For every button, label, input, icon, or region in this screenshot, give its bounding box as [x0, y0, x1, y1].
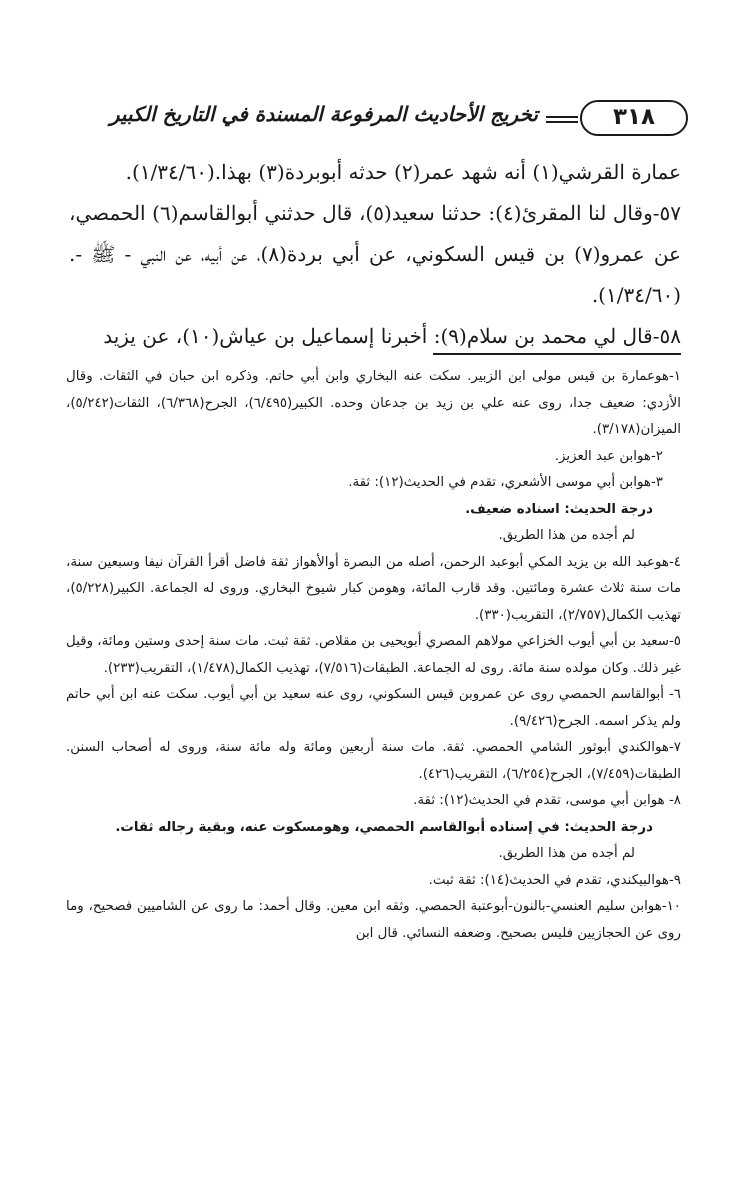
footnote-10: ١٠-هوابن سليم العنسي-بالنون-أبوعتبة الحمصي. وثقه ابن معين. وقال أحمد: ما روى عن الشاميين فصحيح، وما روى عن الحجازيين فليس بصحيح. وضعفه النسائي. قال ابن: [66, 899, 681, 941]
hadith-grade: درجة الحديث: في إسناده أبوالقاسم الحمصي، وهومسكوت عنه، وبقية رجاله ثقات.: [115, 819, 653, 835]
footnote-8: ٨- هوابن أبي موسى، تقدم في الحديث(١٢): ثقة.: [413, 793, 681, 808]
main-text: [69, 152, 681, 357]
footnote-separator: [433, 353, 681, 355]
footnote-1: ١-هوعمارة بن قيس مولى ابن الزبير. سكت عنه البخاري وابن أبي حاتم. وذكره ابن حبان في الثقات. وقال الأزدي: ضعيف جدا، روى عنه علي بن زيد بن جدعان وحده. الكبير(٦/٤٩٥)، الجرح(٦/٣٦٨)، الثقات(٥/٢٤٢)، الميزان(٣/١٧٨).: [66, 369, 681, 437]
page-number: ٣١٨: [580, 100, 688, 136]
footnote-5: ٥-سعيد بن أبي أيوب الخزاعي مولاهم المصري أبويحيى بن مقلاص. ثقة ثبت. مات سنة إحدى وستين ومائة، وقيل غير ذلك. وكان مولده سنة مائة. روى له الجماعة. الطبقات(٧/٥١٦)، تهذيب الكمال(١/٤٧٨)، التقريب(٢٣٣).: [66, 634, 681, 676]
footnote-9: ٩-هوالبيكندي، تقدم في الحديث(١٤): ثقة ثبت.: [428, 872, 681, 888]
footnote-2: ٢-هوابن عبد العزيز.: [554, 448, 663, 464]
book-title: تخريج الأحاديث المرفوعة المسندة في التاريخ الكبير: [109, 102, 538, 126]
footnote-6: ٦- أبوالقاسم الحمصي روى عن عمروبن قيس السكوني، روى عنه سعيد بن أبي أيوب. سكت عنه ابن أبي حاتم ولم يذكر اسمه. الجرح(٩/٤٢٦).: [66, 687, 681, 729]
hadith-58: ٥٨-قال لي محمد بن سلام(٩): أخبرنا إسماعيل بن عياش(١٠)، عن يزيد: [103, 324, 681, 348]
hadith-grade: درجة الحديث: اسناده ضعيف.: [465, 501, 653, 517]
footnote-7: ٧-هوالكندي أبوثور الشامي الحمصي. ثقة. مات سنة أربعين ومائة وله مائة سنة، وروى له أصحاب السنن. الطبقات(٧/٤٥٩)، الجرح(٦/٢٥٤)، التقريب(٤٢٦).: [66, 740, 681, 782]
header-divider: [546, 116, 578, 123]
footnotes: [66, 364, 681, 947]
footnote-4: ٤-هوعبد الله بن يزيد المكي أبوعبد الرحمن، أصله من البصرة أوالأهواز ثقة فاضل أقرأ القرآن نيفا وسبعين سنة، مات سنة ثلاث عشرة ومائتين. وقد قارب المائة، وهومن كبار شيوخ البخاري. وروى له الجماعة. الكبير(٥/٢٢٨)، تهذيب الكمال(٢/٧٥٧)، التقريب(٣٣٠).: [66, 554, 681, 623]
page-header: [68, 96, 688, 142]
hadith-57: ٥٧-وقال لنا المقرئ(٤): حدثنا سعيد(٥)، قال حدثني أبوالقاسم(٦) الحمصي، عن عمرو(٧) بن قيس السكوني، عن أبي بردة(٨)، عن أبيه، عن النبي - ﷺ -.(١/٣٤/٦٠).: [69, 201, 681, 307]
grade-note: لم أجده من هذا الطريق.: [498, 528, 635, 543]
grade-note: لم أجده من هذا الطريق.: [498, 846, 635, 861]
text-paragraph: عمارة القرشي(١) أنه شهد عمر(٢) حدثه أبوبردة(٣) بهذا.(١/٣٤/٦٠).: [125, 160, 681, 184]
footnote-3: ٣-هوابن أبي موسى الأشعري، تقدم في الحديث(١٢): ثقة.: [348, 475, 663, 490]
